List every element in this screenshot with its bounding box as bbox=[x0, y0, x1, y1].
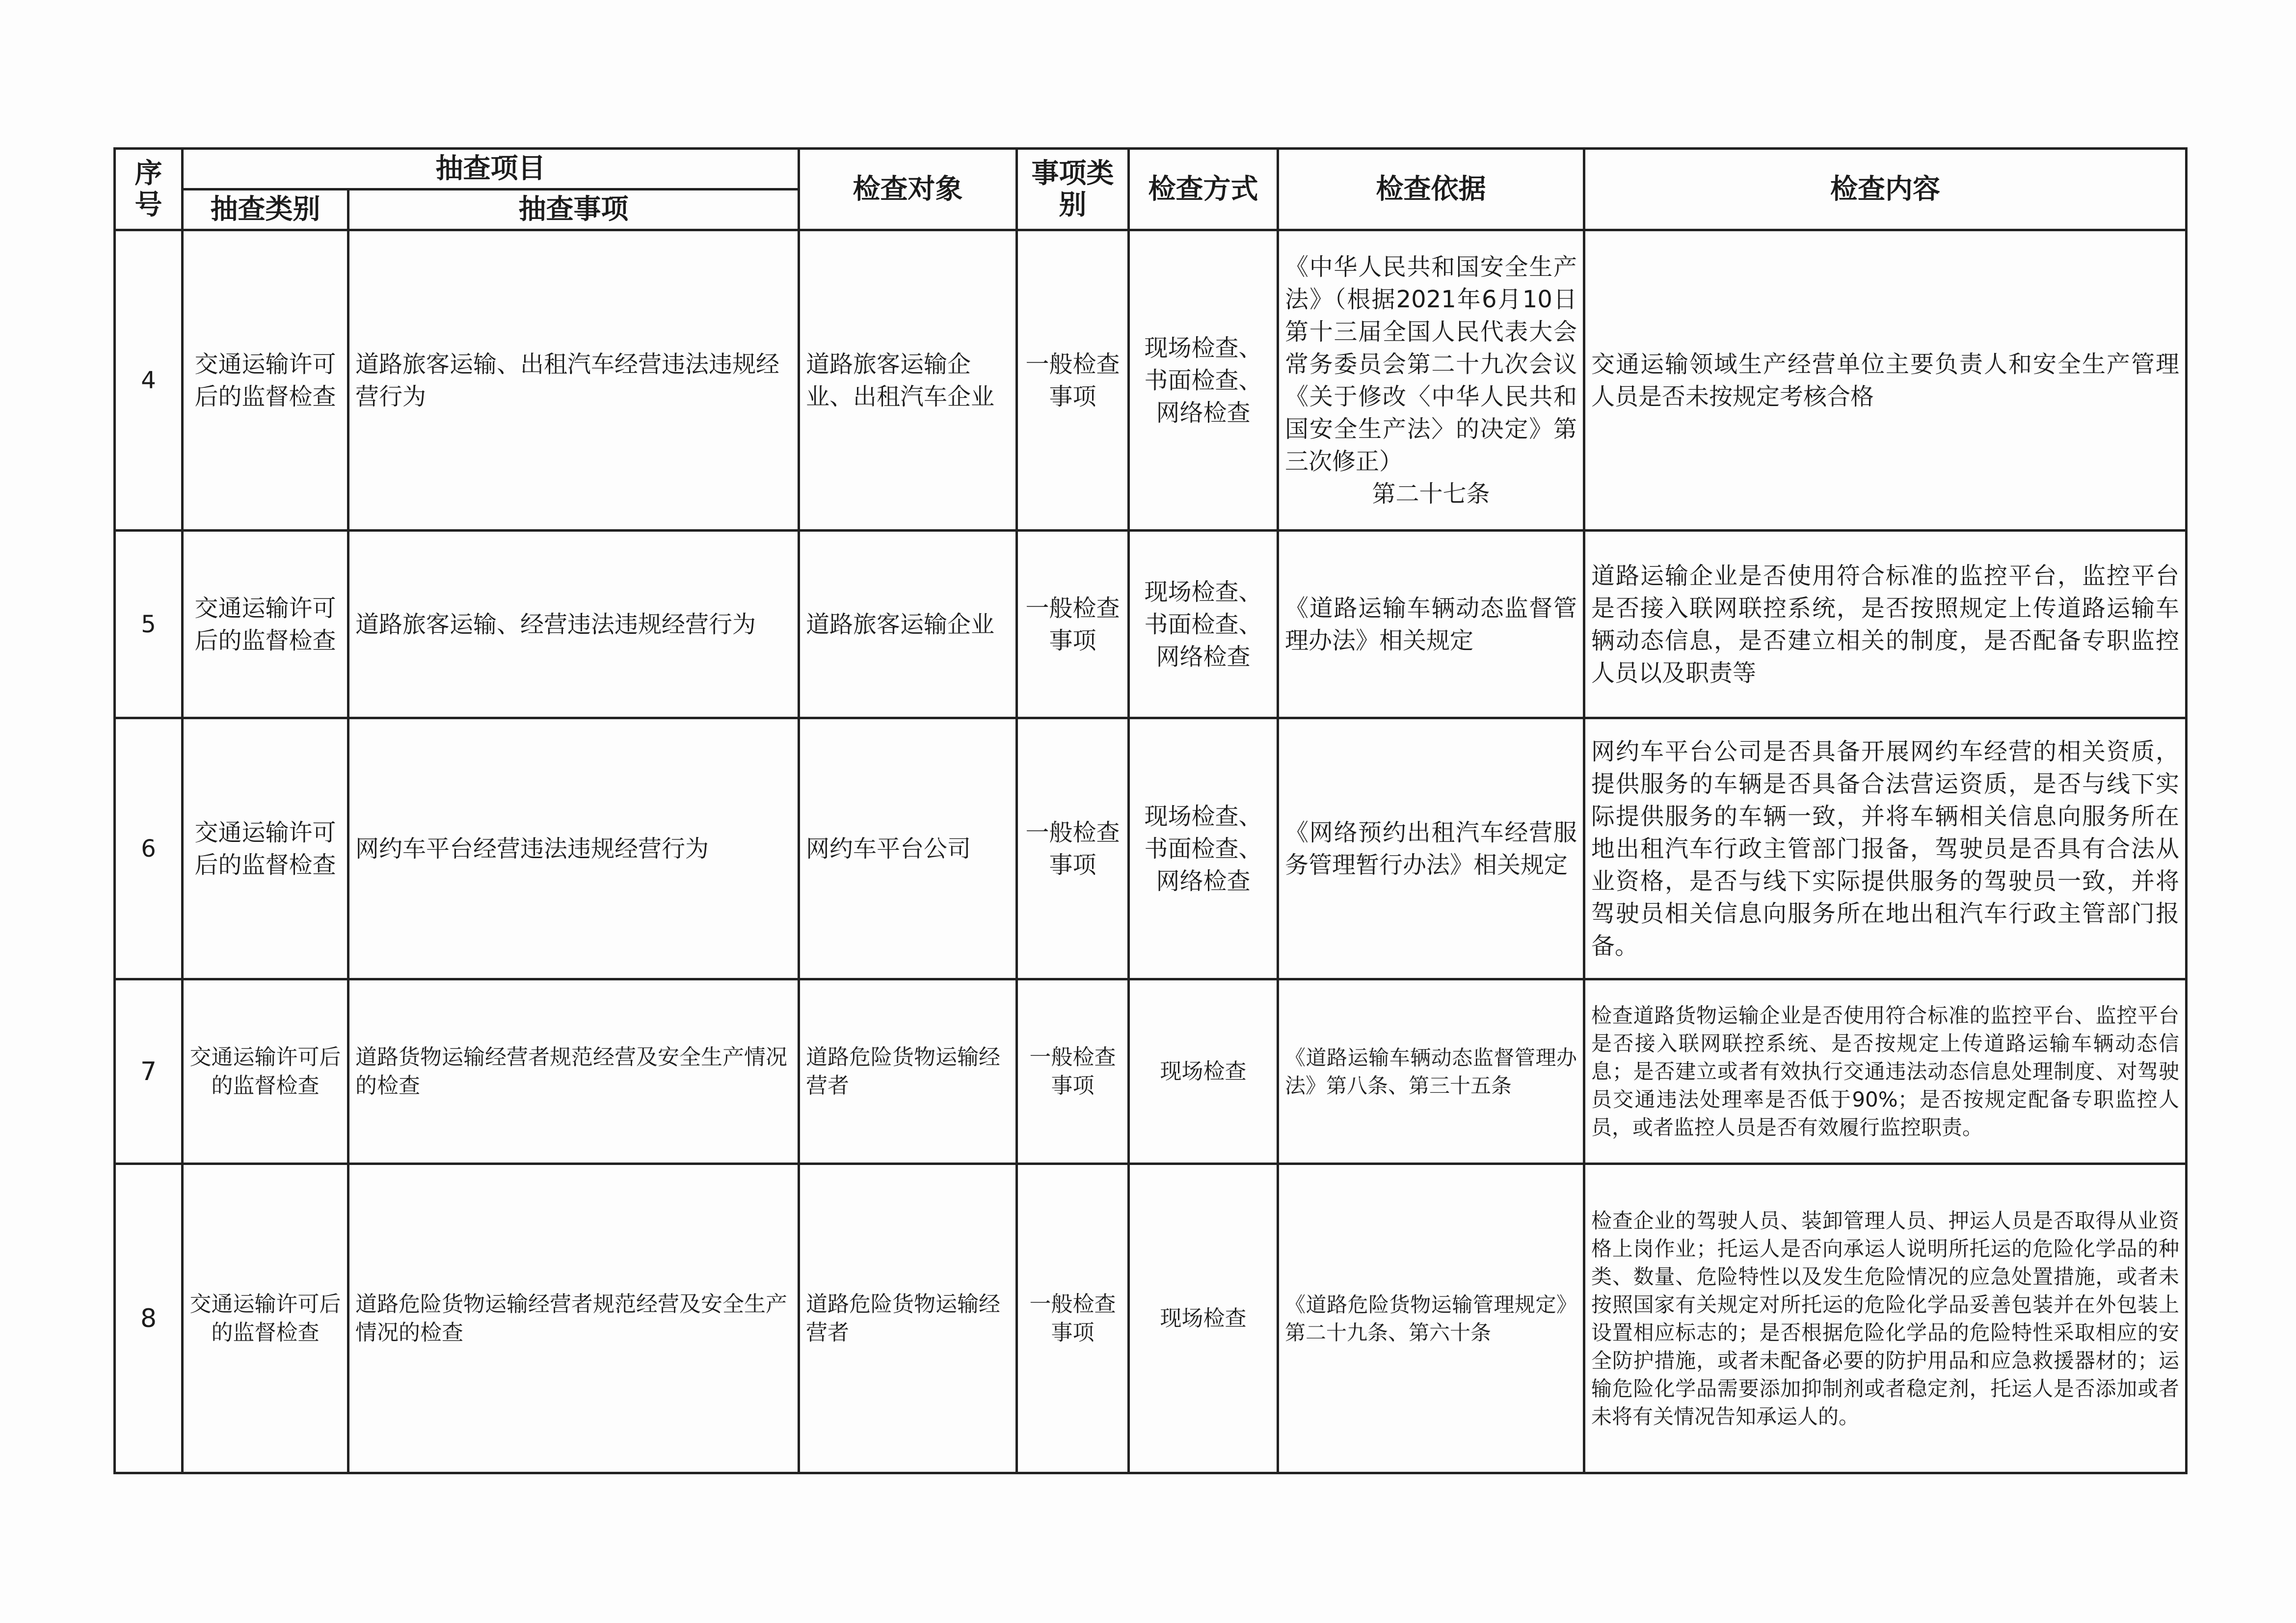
row-method: 现场检查、书面检查、网络检查 bbox=[1129, 718, 1278, 979]
header-seq: 序号 bbox=[115, 149, 183, 230]
row-basis bbox=[1278, 230, 1584, 531]
row-content: 网约车平台公司是否具备开展网约车经营的相关资质，提供服务的车辆是否具备合法营运资质，是否与线下实际提供服务的车辆一致，并将车辆相关信息向服务所在地出租汽车行政主管部门报备，驾驶员是否具有合法从业资格，是否与线下实际提供服务的驾驶员一致，并将驾驶员相关信息向服务所在地出租汽车行政主管部门报备。 bbox=[1584, 718, 2187, 979]
row-target: 道路危险货物运输经营者 bbox=[799, 979, 1017, 1164]
table-row bbox=[115, 531, 2187, 718]
row-category: 交通运输许可后的监督检查 bbox=[183, 230, 348, 531]
row-basis: 《道路运输车辆动态监督管理办法》第八条、第三十五条 bbox=[1278, 979, 1584, 1164]
header-item: 抽查事项 bbox=[348, 189, 799, 230]
row-method: 现场检查、书面检查、网络检查 bbox=[1129, 230, 1278, 531]
row-number: 7 bbox=[115, 979, 183, 1164]
row-item-type: 一般检查事项 bbox=[1017, 230, 1129, 531]
header-basis: 检查依据 bbox=[1278, 149, 1584, 230]
table-row bbox=[115, 230, 2187, 531]
row-item: 道路旅客运输、经营违法违规经营行为 bbox=[348, 531, 799, 718]
row-category: 交通运输许可后的监督检查 bbox=[183, 718, 348, 979]
row-number: 6 bbox=[115, 718, 183, 979]
row-target: 道路旅客运输企业、出租汽车企业 bbox=[799, 230, 1017, 531]
row-content: 道路运输企业是否使用符合标准的监控平台，监控平台是否接入联网联控系统，是否按照规定上传道路运输车辆动态信息，是否建立相关的制度，是否配备专职监控人员以及职责等 bbox=[1584, 531, 2187, 718]
row-basis-text: 《中华人民共和国安全生产法》（根据2021年6月10日第十三届全国人民代表大会常务委员会第二十九次会议《关于修改〈中华人民共和国安全生产法〉的决定》第三次修正） bbox=[1285, 253, 1577, 475]
row-content: 检查道路货物运输企业是否使用符合标准的监控平台、监控平台是否接入联网联控系统、是否按规定上传道路运输车辆动态信息；是否建立或者有效执行交通违法动态信息处理制度、对驾驶员交通违法处理率是否低于90%；是否按规定配备专职监控人员，或者监控人员是否有效履行监控职责。 bbox=[1584, 979, 2187, 1164]
row-number: 8 bbox=[115, 1164, 183, 1473]
row-target: 道路旅客运输企业 bbox=[799, 531, 1017, 718]
row-target: 网约车平台公司 bbox=[799, 718, 1017, 979]
table-row bbox=[115, 718, 2187, 979]
table-row bbox=[115, 1164, 2187, 1473]
row-item-type: 一般检查事项 bbox=[1017, 979, 1129, 1164]
header-item-type: 事项类别 bbox=[1017, 149, 1129, 230]
row-target: 道路危险货物运输经营者 bbox=[799, 1164, 1017, 1473]
row-basis: 《道路运输车辆动态监督管理办法》相关规定 bbox=[1278, 531, 1584, 718]
row-content: 交通运输领域生产经营单位主要负责人和安全生产管理人员是否未按规定考核合格 bbox=[1584, 230, 2187, 531]
row-number: 4 bbox=[115, 230, 183, 531]
header-category: 抽查类别 bbox=[183, 189, 348, 230]
row-method: 现场检查、书面检查、网络检查 bbox=[1129, 531, 1278, 718]
table-row bbox=[115, 979, 2187, 1164]
header-target: 检查对象 bbox=[799, 149, 1017, 230]
header-content: 检查内容 bbox=[1584, 149, 2187, 230]
row-category: 交通运输许可后的监督检查 bbox=[183, 1164, 348, 1473]
row-item-type: 一般检查事项 bbox=[1017, 718, 1129, 979]
header-method: 检查方式 bbox=[1129, 149, 1278, 230]
header-row-top bbox=[115, 149, 2187, 189]
row-item: 网约车平台经营违法违规经营行为 bbox=[348, 718, 799, 979]
row-number: 5 bbox=[115, 531, 183, 718]
row-item-type: 一般检查事项 bbox=[1017, 531, 1129, 718]
row-category: 交通运输许可后的监督检查 bbox=[183, 979, 348, 1164]
row-basis: 《网络预约出租汽车经营服务管理暂行办法》相关规定 bbox=[1278, 718, 1584, 979]
row-item: 道路危险货物运输经营者规范经营及安全生产情况的检查 bbox=[348, 1164, 799, 1473]
row-method: 现场检查 bbox=[1129, 979, 1278, 1164]
row-basis-article: 第二十七条 bbox=[1372, 480, 1490, 508]
header-project-group: 抽查项目 bbox=[183, 149, 799, 189]
row-item: 道路旅客运输、出租汽车经营违法违规经营行为 bbox=[348, 230, 799, 531]
inspection-table bbox=[113, 147, 2188, 1474]
row-item-type: 一般检查事项 bbox=[1017, 1164, 1129, 1473]
row-method: 现场检查 bbox=[1129, 1164, 1278, 1473]
row-basis: 《道路危险货物运输管理规定》第二十九条、第六十条 bbox=[1278, 1164, 1584, 1473]
row-content: 检查企业的驾驶人员、装卸管理人员、押运人员是否取得从业资格上岗作业；托运人是否向承运人说明所托运的危险化学品的种类、数量、危险特性以及发生危险情况的应急处置措施，或者未按照国家有关规定对所托运的危险化学品妥善包装并在外包装上设置相应标志的；是否根据危险化学品的危险特性采取相应的安全防护措施，或者未配备必要的防护用品和应急救援器材的；运输危险化学品需要添加抑制剂或者稳定剂，托运人是否添加或者未将有关情况告知承运人的。 bbox=[1584, 1164, 2187, 1473]
row-category: 交通运输许可后的监督检查 bbox=[183, 531, 348, 718]
row-item: 道路货物运输经营者规范经营及安全生产情况的检查 bbox=[348, 979, 799, 1164]
